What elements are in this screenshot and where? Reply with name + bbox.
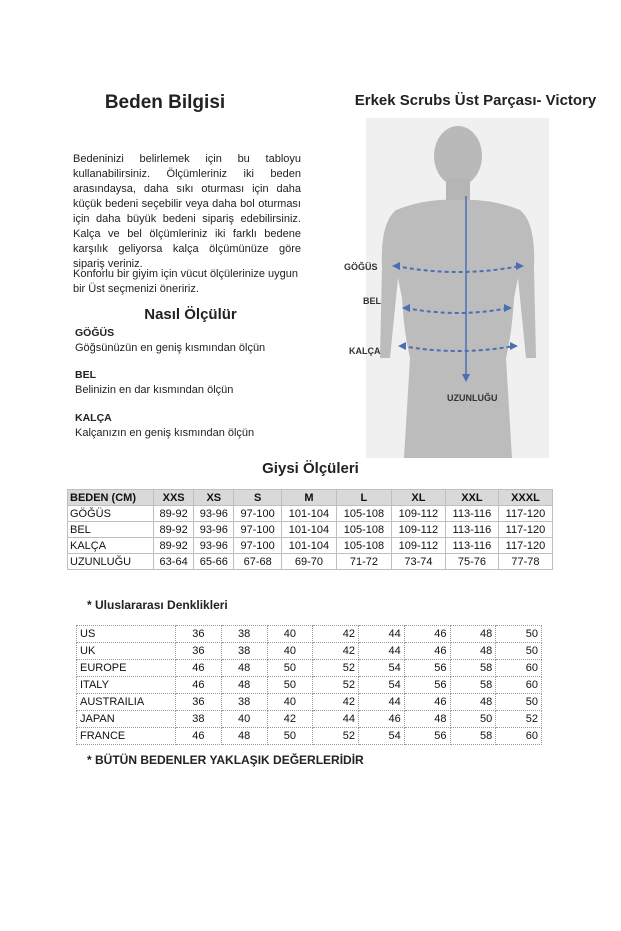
- header-cell: M: [281, 490, 336, 506]
- table-cell: 58: [450, 728, 496, 745]
- table-cell: 52: [313, 677, 359, 694]
- body-silhouette: [366, 118, 549, 458]
- table-cell: 50: [496, 694, 542, 711]
- table-cell: 36: [176, 626, 222, 643]
- header-cell: XL: [391, 490, 445, 506]
- table-cell: 97-100: [234, 522, 282, 538]
- table-row: [77, 626, 542, 643]
- table-cell: 50: [496, 626, 542, 643]
- table-cell: 105-108: [336, 506, 391, 522]
- table-cell: 54: [359, 677, 405, 694]
- header-cell: L: [336, 490, 391, 506]
- table-cell: 40: [221, 711, 267, 728]
- table-cell: 42: [267, 711, 313, 728]
- table-cell: 60: [496, 728, 542, 745]
- table-row: [77, 660, 542, 677]
- product-title: Erkek Scrubs Üst Parçası- Victory: [354, 92, 597, 109]
- table-cell: 63-64: [154, 554, 194, 570]
- header-cell: BEDEN (CM): [68, 490, 154, 506]
- table-cell: UZUNLUĞU: [68, 554, 154, 570]
- table-cell: 69-70: [281, 554, 336, 570]
- table-cell: 36: [176, 643, 222, 660]
- table-cell: 89-92: [154, 538, 194, 554]
- intro-paragraph: Bedeninizi belirlemek için bu tabloyu kullanabilirsiniz. Ölçümleriniz iki beden arasındaysa, daha sıkı oturması için daha küçük bedeni seçebilir veya daha bol oturması için daha büyük bedeni sipariş edebilirsiniz. Kalça ve bel ölçümleriniz iki farklı bedene karşılık geliyorsa kalça ölçümünüze göre sipariş veriniz.: [73, 153, 301, 270]
- chest-description: Göğsünüzün en geniş kısmından ölçün: [75, 342, 266, 354]
- table-cell: 38: [221, 643, 267, 660]
- table-cell: UK: [77, 643, 176, 660]
- table-cell: 50: [267, 660, 313, 677]
- table-cell: 46: [404, 643, 450, 660]
- table-cell: 40: [267, 694, 313, 711]
- table-cell: 54: [359, 660, 405, 677]
- table-cell: 46: [404, 694, 450, 711]
- table-cell: 105-108: [336, 522, 391, 538]
- table-cell: 113-116: [445, 506, 498, 522]
- how-to-measure-title: Nasıl Ölçülür: [144, 306, 237, 323]
- table-cell: 101-104: [281, 522, 336, 538]
- table-cell: 52: [313, 660, 359, 677]
- body-figure: [366, 118, 549, 458]
- table-cell: 56: [404, 660, 450, 677]
- table-cell: 40: [267, 643, 313, 660]
- table-cell: 89-92: [154, 506, 194, 522]
- table-cell: 56: [404, 728, 450, 745]
- table-cell: 60: [496, 677, 542, 694]
- hip-label: KALÇA: [75, 412, 112, 424]
- table-cell: 113-116: [445, 538, 498, 554]
- table-cell: 44: [359, 694, 405, 711]
- table-cell: 38: [176, 711, 222, 728]
- table-cell: 60: [496, 660, 542, 677]
- table-row: [77, 677, 542, 694]
- table-cell: 101-104: [281, 538, 336, 554]
- table-cell: 50: [450, 711, 496, 728]
- table-cell: 46: [176, 677, 222, 694]
- table-cell: 93-96: [194, 506, 234, 522]
- table-row: [77, 728, 542, 745]
- table-cell: 101-104: [281, 506, 336, 522]
- table-cell: 46: [176, 728, 222, 745]
- table-cell: KALÇA: [68, 538, 154, 554]
- table-cell: 65-66: [194, 554, 234, 570]
- table-cell: 40: [267, 626, 313, 643]
- table-cell: 38: [221, 694, 267, 711]
- table-cell: US: [77, 626, 176, 643]
- size-table: [67, 489, 553, 570]
- table-cell: 58: [450, 660, 496, 677]
- header-cell: XXL: [445, 490, 498, 506]
- table-cell: 36: [176, 694, 222, 711]
- table-row: [77, 711, 542, 728]
- table-cell: 44: [359, 643, 405, 660]
- table-cell: 46: [176, 660, 222, 677]
- table-cell: 54: [359, 728, 405, 745]
- hip-description: Kalçanızın en geniş kısmından ölçün: [75, 427, 255, 439]
- table-cell: EUROPE: [77, 660, 176, 677]
- table-cell: 105-108: [336, 538, 391, 554]
- waist-label: BEL: [75, 369, 96, 381]
- table-cell: 109-112: [391, 538, 445, 554]
- figure-waist-label: BEL: [363, 296, 381, 306]
- table-cell: FRANCE: [77, 728, 176, 745]
- table-cell: BEL: [68, 522, 154, 538]
- table-cell: 117-120: [498, 506, 552, 522]
- size-table-header: [68, 490, 553, 506]
- table-cell: 50: [267, 677, 313, 694]
- intl-table: [76, 625, 542, 745]
- page-title: Beden Bilgisi: [104, 92, 226, 113]
- figure-chest-label: GÖĞÜS: [344, 262, 378, 272]
- table-cell: 50: [267, 728, 313, 745]
- table-cell: 48: [221, 677, 267, 694]
- table-cell: 117-120: [498, 538, 552, 554]
- table-row: [68, 538, 553, 554]
- table-cell: 89-92: [154, 522, 194, 538]
- table-cell: 73-74: [391, 554, 445, 570]
- table-cell: 109-112: [391, 506, 445, 522]
- table-row: [68, 522, 553, 538]
- table-cell: 109-112: [391, 522, 445, 538]
- table-cell: 67-68: [234, 554, 282, 570]
- table-cell: 93-96: [194, 538, 234, 554]
- table-cell: 48: [221, 728, 267, 745]
- table-cell: 113-116: [445, 522, 498, 538]
- waist-description: Belinizin en dar kısmından ölçün: [75, 384, 234, 396]
- header-cell: S: [234, 490, 282, 506]
- table-cell: ITALY: [77, 677, 176, 694]
- table-cell: 97-100: [234, 538, 282, 554]
- table-cell: 52: [313, 728, 359, 745]
- table-cell: 48: [221, 660, 267, 677]
- approximate-sizes-note: * BÜTÜN BEDENLER YAKLAŞIK DEĞERLERİDİR: [87, 753, 364, 767]
- table-cell: 48: [404, 711, 450, 728]
- table-cell: 56: [404, 677, 450, 694]
- table-cell: 117-120: [498, 522, 552, 538]
- table-cell: GÖĞÜS: [68, 506, 154, 522]
- table-cell: 93-96: [194, 522, 234, 538]
- table-cell: 44: [359, 626, 405, 643]
- figure-hip-label: KALÇA: [349, 346, 381, 356]
- table-cell: 44: [313, 711, 359, 728]
- table-cell: 75-76: [445, 554, 498, 570]
- table-cell: AUSTRAILIA: [77, 694, 176, 711]
- chest-label: GÖĞÜS: [75, 327, 115, 339]
- table-cell: 46: [359, 711, 405, 728]
- header-cell: XXXL: [498, 490, 552, 506]
- table-cell: JAPAN: [77, 711, 176, 728]
- intro-recommendation: Konforlu bir giyim için vücut ölçülerinize uygun bir Üst seçmenizi öneririz.: [73, 268, 298, 295]
- table-cell: 48: [450, 694, 496, 711]
- table-cell: 52: [496, 711, 542, 728]
- table-cell: 38: [221, 626, 267, 643]
- table-cell: 77-78: [498, 554, 552, 570]
- table-cell: 42: [313, 643, 359, 660]
- table-row: [77, 643, 542, 660]
- table-cell: 97-100: [234, 506, 282, 522]
- figure-length-label: UZUNLUĞU: [447, 393, 498, 403]
- header-cell: XS: [194, 490, 234, 506]
- size-table-title: Giysi Ölçüleri: [262, 460, 359, 477]
- table-cell: 48: [450, 626, 496, 643]
- table-row: [68, 554, 553, 570]
- table-cell: 42: [313, 626, 359, 643]
- table-cell: 46: [404, 626, 450, 643]
- intl-table-title: * Uluslararası Denklikleri: [87, 598, 228, 612]
- table-row: [77, 694, 542, 711]
- header-cell: XXS: [154, 490, 194, 506]
- table-cell: 71-72: [336, 554, 391, 570]
- table-cell: 50: [496, 643, 542, 660]
- table-cell: 48: [450, 643, 496, 660]
- table-cell: 58: [450, 677, 496, 694]
- table-row: [68, 506, 553, 522]
- table-cell: 42: [313, 694, 359, 711]
